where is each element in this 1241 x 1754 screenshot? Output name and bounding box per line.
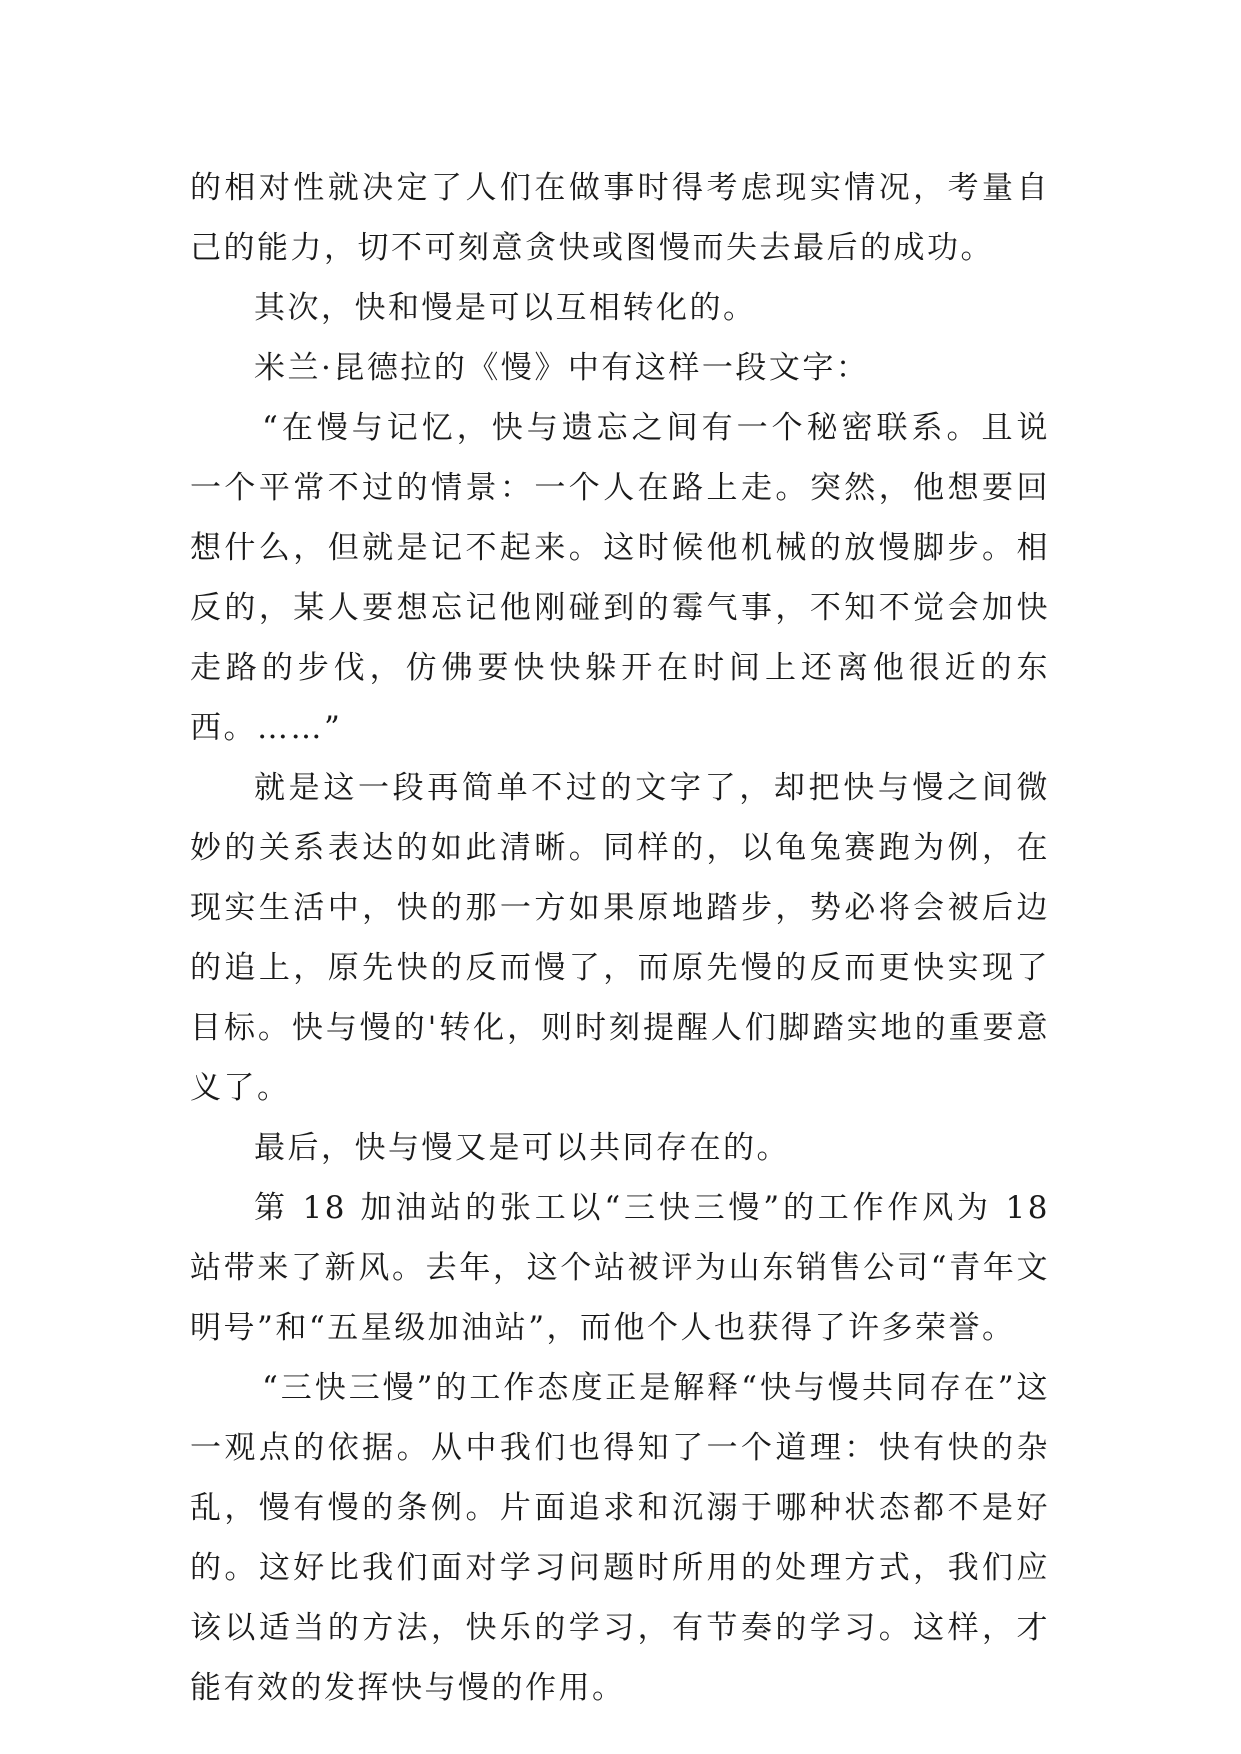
paragraph-third-point: 最后，快与慢又是可以共同存在的。 (254, 1130, 790, 1166)
paragraph-conclusion: “三快三慢”的工作态度正是解释“快与慢共同存在”这一观点的依据。从中我们也得知了一个道理：快有快的杂乱，慢有慢的条例。片面追求和沉溺于哪种状态都不是好的。这好比我们面对学习问题时所用的处理方式，我们应该以适当的方法，快乐的学习，有节奏的学习。这样，才能有效的发挥快与慢的作用。 (190, 1370, 1050, 1706)
paragraph-analysis: 就是这一段再简单不过的文字了，却把快与慢之间微妙的关系表达的如此清晰。同样的，以龟兔赛跑为例，在现实生活中，快的那一方如果原地踏步，势必将会被后边的追上，原先快的反而慢了，而原先慢的反而更快实现了目标。快与慢的'转化，则时刻提醒人们脚踏实地的重要意义了。 (190, 770, 1050, 1106)
paragraph-example: 第 18 加油站的张工以“三快三慢”的工作作风为 18 站带来了新风。去年，这个站被评为山东销售公司“青年文明号”和“五星级加油站”，而他个人也获得了许多荣誉。 (190, 1190, 1050, 1346)
paragraph-second-point: 其次，快和慢是可以互相转化的。 (254, 290, 757, 326)
paragraph-quote: “在慢与记忆，快与遗忘之间有一个秘密联系。且说一个平常不过的情景：一个人在路上走。突然，他想要回想什么，但就是记不起来。这时候他机械的放慢脚步。相反的，某人要想忘记他刚碰到的霉气事，不知不觉会加快走路的步伐，仿佛要快快躲开在时间上还离他很近的东西。……” (190, 410, 1050, 746)
paragraph-quote-intro: 米兰·昆德拉的《慢》中有这样一段文字： (254, 350, 870, 386)
paragraph-continuation: 的相对性就决定了人们在做事时得考虑现实情况，考量自己的能力，切不可刻意贪快或图慢而失去最后的成功。 (190, 170, 1050, 266)
document-body (190, 158, 1050, 1718)
